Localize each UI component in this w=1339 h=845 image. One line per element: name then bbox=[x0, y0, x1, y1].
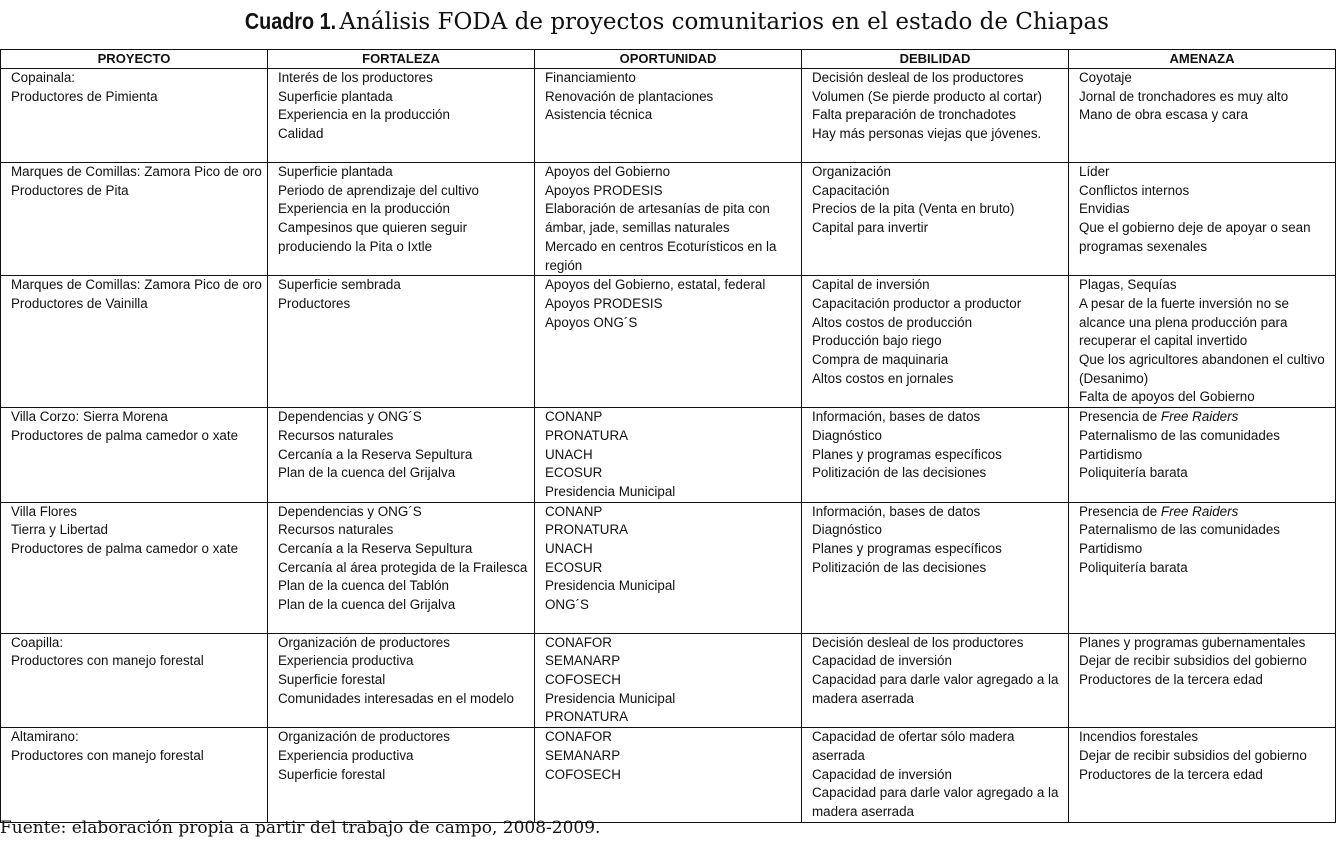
cell-line: Productores de Pita bbox=[11, 182, 129, 198]
cell-oportunidad bbox=[535, 633, 802, 728]
cell-amenaza bbox=[1069, 276, 1336, 408]
cell-line: ONG´S bbox=[545, 597, 589, 613]
cell-line: Paternalismo de las comunidades bbox=[1079, 522, 1280, 538]
caption-text: Análisis FODA de proyectos comunitarios en el estado de Chiapas bbox=[339, 9, 1109, 35]
cell-line: Capacidad para darle valor agregado a la madera aserrada bbox=[812, 672, 1059, 706]
cell-proyecto bbox=[1, 408, 268, 503]
cell-line: Coyotaje bbox=[1079, 70, 1132, 85]
cell-line: Villa Flores bbox=[11, 503, 77, 519]
cell-line: Partidismo bbox=[1079, 541, 1143, 557]
cell-line: Apoyos del Gobierno, estatal, federal bbox=[545, 277, 766, 293]
cell-line: Falta preparación de tronchadotes bbox=[812, 107, 1016, 123]
cell-line: Altos costos de producción bbox=[812, 314, 973, 330]
cell-amenaza bbox=[1069, 728, 1336, 823]
cell-debilidad bbox=[802, 163, 1069, 276]
cell-line: Dejar de recibir subsidios del gobierno bbox=[1079, 747, 1307, 763]
cell-line: Diagnóstico bbox=[812, 427, 882, 443]
cell-line: Información, bases de datos bbox=[812, 503, 981, 519]
cell-fortaleza bbox=[268, 276, 535, 408]
cell-line: Poliquitería barata bbox=[1079, 465, 1188, 481]
cell-line: Dependencias y ONG´S bbox=[278, 503, 422, 519]
cell-line bbox=[1079, 408, 1335, 427]
cell-line: Marques de Comillas: Zamora Pico de oro bbox=[11, 277, 262, 293]
cell-line: Diagnóstico bbox=[812, 522, 882, 538]
cell-proyecto bbox=[1, 69, 268, 163]
cell-amenaza bbox=[1069, 633, 1336, 728]
cell-line: Experiencia productiva bbox=[278, 747, 414, 763]
cell-line: ECOSUR bbox=[545, 465, 603, 481]
cell-fortaleza bbox=[268, 633, 535, 728]
cell-line: Planes y programas específicos bbox=[812, 446, 1002, 462]
free-raiders-prefix: Presencia de bbox=[1079, 409, 1161, 425]
cell-line: COFOSECH bbox=[545, 766, 621, 782]
cell-line: Cercanía al área protegida de la Frailesca bbox=[278, 559, 528, 575]
cell-line: Experiencia en la producción bbox=[278, 201, 450, 217]
cell-line: Jornal de tronchadores es muy alto bbox=[1079, 88, 1289, 104]
table-row bbox=[1, 728, 1336, 823]
cell-fortaleza bbox=[268, 163, 535, 276]
cell-line: Superficie forestal bbox=[278, 672, 386, 688]
cell-line: Experiencia productiva bbox=[278, 653, 414, 669]
cell-debilidad bbox=[802, 633, 1069, 728]
cell-line: PRONATURA bbox=[545, 709, 629, 725]
cell-line: Organización de productores bbox=[278, 634, 450, 650]
cell-line: Capacitación bbox=[812, 182, 890, 198]
cell-line: Apoyos PRODESIS bbox=[545, 182, 663, 198]
cell-line: Productores bbox=[278, 295, 351, 311]
cell-line: Marques de Comillas: Zamora Pico de oro bbox=[11, 164, 262, 179]
cell-line: A pesar de la fuerte inversión no se alcance una plena producción para recuperar el capital invertido bbox=[1079, 295, 1289, 349]
cell-line: CONANP bbox=[545, 503, 603, 519]
cell-line: Capacidad de inversión bbox=[812, 653, 952, 669]
cell-line: Compra de maquinaria bbox=[812, 352, 949, 368]
free-raiders-prefix: Presencia de bbox=[1079, 503, 1161, 519]
cell-line: Poliquitería barata bbox=[1079, 559, 1188, 575]
cell-line: Superficie sembrada bbox=[278, 277, 401, 293]
cell-line: Presidencia Municipal bbox=[545, 483, 676, 499]
cell-line: Periodo de aprendizaje del cultivo bbox=[278, 182, 479, 198]
cell-debilidad bbox=[802, 69, 1069, 163]
cell-proyecto bbox=[1, 163, 268, 276]
cell-line: Cercanía a la Reserva Sepultura bbox=[278, 541, 473, 557]
cell-line: Dejar de recibir subsidios del gobierno bbox=[1079, 653, 1307, 669]
cell-line: Plan de la cuenca del Grijalva bbox=[278, 465, 456, 481]
cell-line: Conflictos internos bbox=[1079, 182, 1190, 198]
cell-line: Decisión desleal de los productores bbox=[812, 70, 1024, 85]
table-row bbox=[1, 408, 1336, 503]
cell-line: Apoyos del Gobierno bbox=[545, 164, 671, 179]
cell-line: Productores de Pimienta bbox=[11, 88, 158, 104]
cell-line: Asistencia técnica bbox=[545, 107, 653, 123]
cell-line: Productores de palma camedor o xate bbox=[11, 427, 239, 443]
cell-amenaza bbox=[1069, 502, 1336, 633]
cell-line: Interés de los productores bbox=[278, 70, 433, 85]
cell-fortaleza bbox=[268, 502, 535, 633]
header-oportunidad: OPORTUNIDAD bbox=[535, 50, 802, 69]
cell-line: UNACH bbox=[545, 446, 593, 462]
cell-line: Plan de la cuenca del Grijalva bbox=[278, 597, 456, 613]
cell-line: Apoyos PRODESIS bbox=[545, 295, 663, 311]
cell-line: Productores con manejo forestal bbox=[11, 747, 204, 763]
cell-line: Productores de palma camedor o xate bbox=[11, 541, 239, 557]
table-row bbox=[1, 502, 1336, 633]
cell-debilidad bbox=[802, 728, 1069, 823]
cell-line: Incendios forestales bbox=[1079, 729, 1199, 745]
cell-line: Recursos naturales bbox=[278, 427, 394, 443]
cell-line: CONAFOR bbox=[545, 634, 612, 650]
table-caption bbox=[0, 4, 1339, 39]
cell-line: SEMANARP bbox=[545, 747, 621, 763]
cell-line: PRONATURA bbox=[545, 522, 629, 538]
cell-line: Capacitación productor a productor bbox=[812, 295, 1022, 311]
cell-line: Productores de la tercera edad bbox=[1079, 672, 1263, 688]
cell-line: Cercanía a la Reserva Sepultura bbox=[278, 446, 473, 462]
cell-line: UNACH bbox=[545, 541, 593, 557]
cell-line: Productores de Vainilla bbox=[11, 295, 148, 311]
cell-line: Presidencia Municipal bbox=[545, 578, 676, 594]
cell-line: Falta de apoyos del Gobierno bbox=[1079, 389, 1255, 405]
cell-line: Productores con manejo forestal bbox=[11, 653, 204, 669]
cell-oportunidad bbox=[535, 502, 802, 633]
cell-line: Precios de la pita (Venta en bruto) bbox=[812, 201, 1015, 217]
cell-line: Partidismo bbox=[1079, 446, 1143, 462]
cell-line: Plan de la cuenca del Tablón bbox=[278, 578, 449, 594]
cell-oportunidad bbox=[535, 69, 802, 163]
cell-line: Presidencia Municipal bbox=[545, 690, 676, 706]
cell-amenaza bbox=[1069, 408, 1336, 503]
cell-line: Altamirano: bbox=[11, 729, 79, 745]
cell-proyecto bbox=[1, 276, 268, 408]
cell-line: ECOSUR bbox=[545, 559, 603, 575]
cell-line: Paternalismo de las comunidades bbox=[1079, 427, 1280, 443]
cell-line: Altos costos en jornales bbox=[812, 370, 954, 386]
cell-line: Politización de las decisiones bbox=[812, 559, 987, 575]
header-debilidad: DEBILIDAD bbox=[802, 50, 1069, 69]
cell-amenaza bbox=[1069, 163, 1336, 276]
cell-line: Dependencias y ONG´S bbox=[278, 409, 422, 425]
cell-line: Renovación de plantaciones bbox=[545, 88, 714, 104]
cell-line: Decisión desleal de los productores bbox=[812, 634, 1024, 650]
cell-proyecto bbox=[1, 502, 268, 633]
cell-line: Información, bases de datos bbox=[812, 409, 981, 425]
cell-debilidad bbox=[802, 502, 1069, 633]
cell-line: Campesinos que quieren seguir produciendo la Pita o Ixtle bbox=[278, 220, 468, 254]
cell-line: Hay más personas viejas que jóvenes. bbox=[812, 126, 1042, 142]
cell-fortaleza bbox=[268, 69, 535, 163]
cell-oportunidad bbox=[535, 276, 802, 408]
cell-line: Copainala: bbox=[11, 70, 76, 85]
header-proyecto: PROYECTO bbox=[1, 50, 268, 69]
cell-line: COFOSECH bbox=[545, 672, 621, 688]
cell-line: Superficie plantada bbox=[278, 88, 393, 104]
cell-line: Tierra y Libertad bbox=[11, 522, 108, 538]
header-fortaleza: FORTALEZA bbox=[268, 50, 535, 69]
cell-fortaleza bbox=[268, 408, 535, 503]
cell-amenaza bbox=[1069, 69, 1336, 163]
cell-fortaleza bbox=[268, 728, 535, 823]
cell-line: CONANP bbox=[545, 409, 603, 425]
cell-line: Productores de la tercera edad bbox=[1079, 766, 1263, 782]
cell-line: SEMANARP bbox=[545, 653, 621, 669]
cell-line: Comunidades interesadas en el modelo bbox=[278, 690, 514, 706]
cell-line: Apoyos ONG´S bbox=[545, 314, 638, 330]
cell-line: Planes y programas específicos bbox=[812, 541, 1002, 557]
cell-line: Financiamiento bbox=[545, 70, 636, 85]
cell-line: Organización de productores bbox=[278, 729, 450, 745]
cell-line: Envidias bbox=[1079, 201, 1130, 217]
cell-oportunidad bbox=[535, 408, 802, 503]
free-raiders-term: Free Raiders bbox=[1160, 503, 1239, 519]
cell-debilidad bbox=[802, 276, 1069, 408]
cell-line: Recursos naturales bbox=[278, 522, 394, 538]
cell-line: Mano de obra escasa y cara bbox=[1079, 107, 1248, 123]
cell-line: Plagas, Sequías bbox=[1079, 277, 1177, 293]
cell-line: Capacidad de inversión bbox=[812, 766, 952, 782]
cell-line: Experiencia en la producción bbox=[278, 107, 450, 123]
header-amenaza: AMENAZA bbox=[1069, 50, 1336, 69]
cell-line: Elaboración de artesanías de pita con ámbar, jade, semillas naturales bbox=[545, 201, 770, 236]
cell-line: Organización bbox=[812, 164, 891, 179]
table-row bbox=[1, 633, 1336, 728]
foda-table bbox=[0, 49, 1336, 823]
cell-line: CONAFOR bbox=[545, 729, 612, 745]
cell-line: Superficie plantada bbox=[278, 164, 393, 179]
cell-line: Capacidad para darle valor agregado a la madera aserrada bbox=[812, 785, 1059, 819]
cell-line: Politización de las decisiones bbox=[812, 465, 987, 481]
cell-line bbox=[1079, 503, 1335, 522]
cell-line: Producción bajo riego bbox=[812, 333, 942, 349]
cell-proyecto bbox=[1, 728, 268, 823]
cell-line: Líder bbox=[1079, 164, 1110, 179]
cell-line: Superficie forestal bbox=[278, 766, 386, 782]
cell-oportunidad bbox=[535, 163, 802, 276]
cell-line: Coapilla: bbox=[11, 634, 64, 650]
cell-line: Volumen (Se pierde producto al cortar) bbox=[812, 88, 1042, 104]
cell-line: Capital para invertir bbox=[812, 220, 929, 236]
table-row bbox=[1, 163, 1336, 276]
table-row bbox=[1, 276, 1336, 408]
cell-line: PRONATURA bbox=[545, 427, 629, 443]
cell-oportunidad bbox=[535, 728, 802, 823]
source-note: Fuente: elaboración propia a partir del trabajo de campo, 2008-2009. bbox=[0, 818, 601, 838]
cell-debilidad bbox=[802, 408, 1069, 503]
free-raiders-term: Free Raiders bbox=[1160, 409, 1239, 425]
cell-line: Calidad bbox=[278, 126, 324, 142]
caption-label: Cuadro 1. bbox=[244, 8, 337, 34]
cell-line: Que el gobierno deje de apoyar o sean programas sexenales bbox=[1079, 220, 1311, 254]
cell-proyecto bbox=[1, 633, 268, 728]
cell-line: Villa Corzo: Sierra Morena bbox=[11, 409, 168, 425]
header-row bbox=[1, 50, 1336, 69]
cell-line: Mercado en centros Ecoturísticos en la región bbox=[545, 238, 777, 273]
cell-line: Capital de inversión bbox=[812, 277, 930, 293]
cell-line: Que los agricultores abandonen el cultivo (Desanimo) bbox=[1079, 352, 1325, 386]
cell-line: Planes y programas gubernamentales bbox=[1079, 634, 1306, 650]
table-row bbox=[1, 69, 1336, 163]
cell-line: Capacidad de ofertar sólo madera aserrada bbox=[812, 729, 1015, 763]
